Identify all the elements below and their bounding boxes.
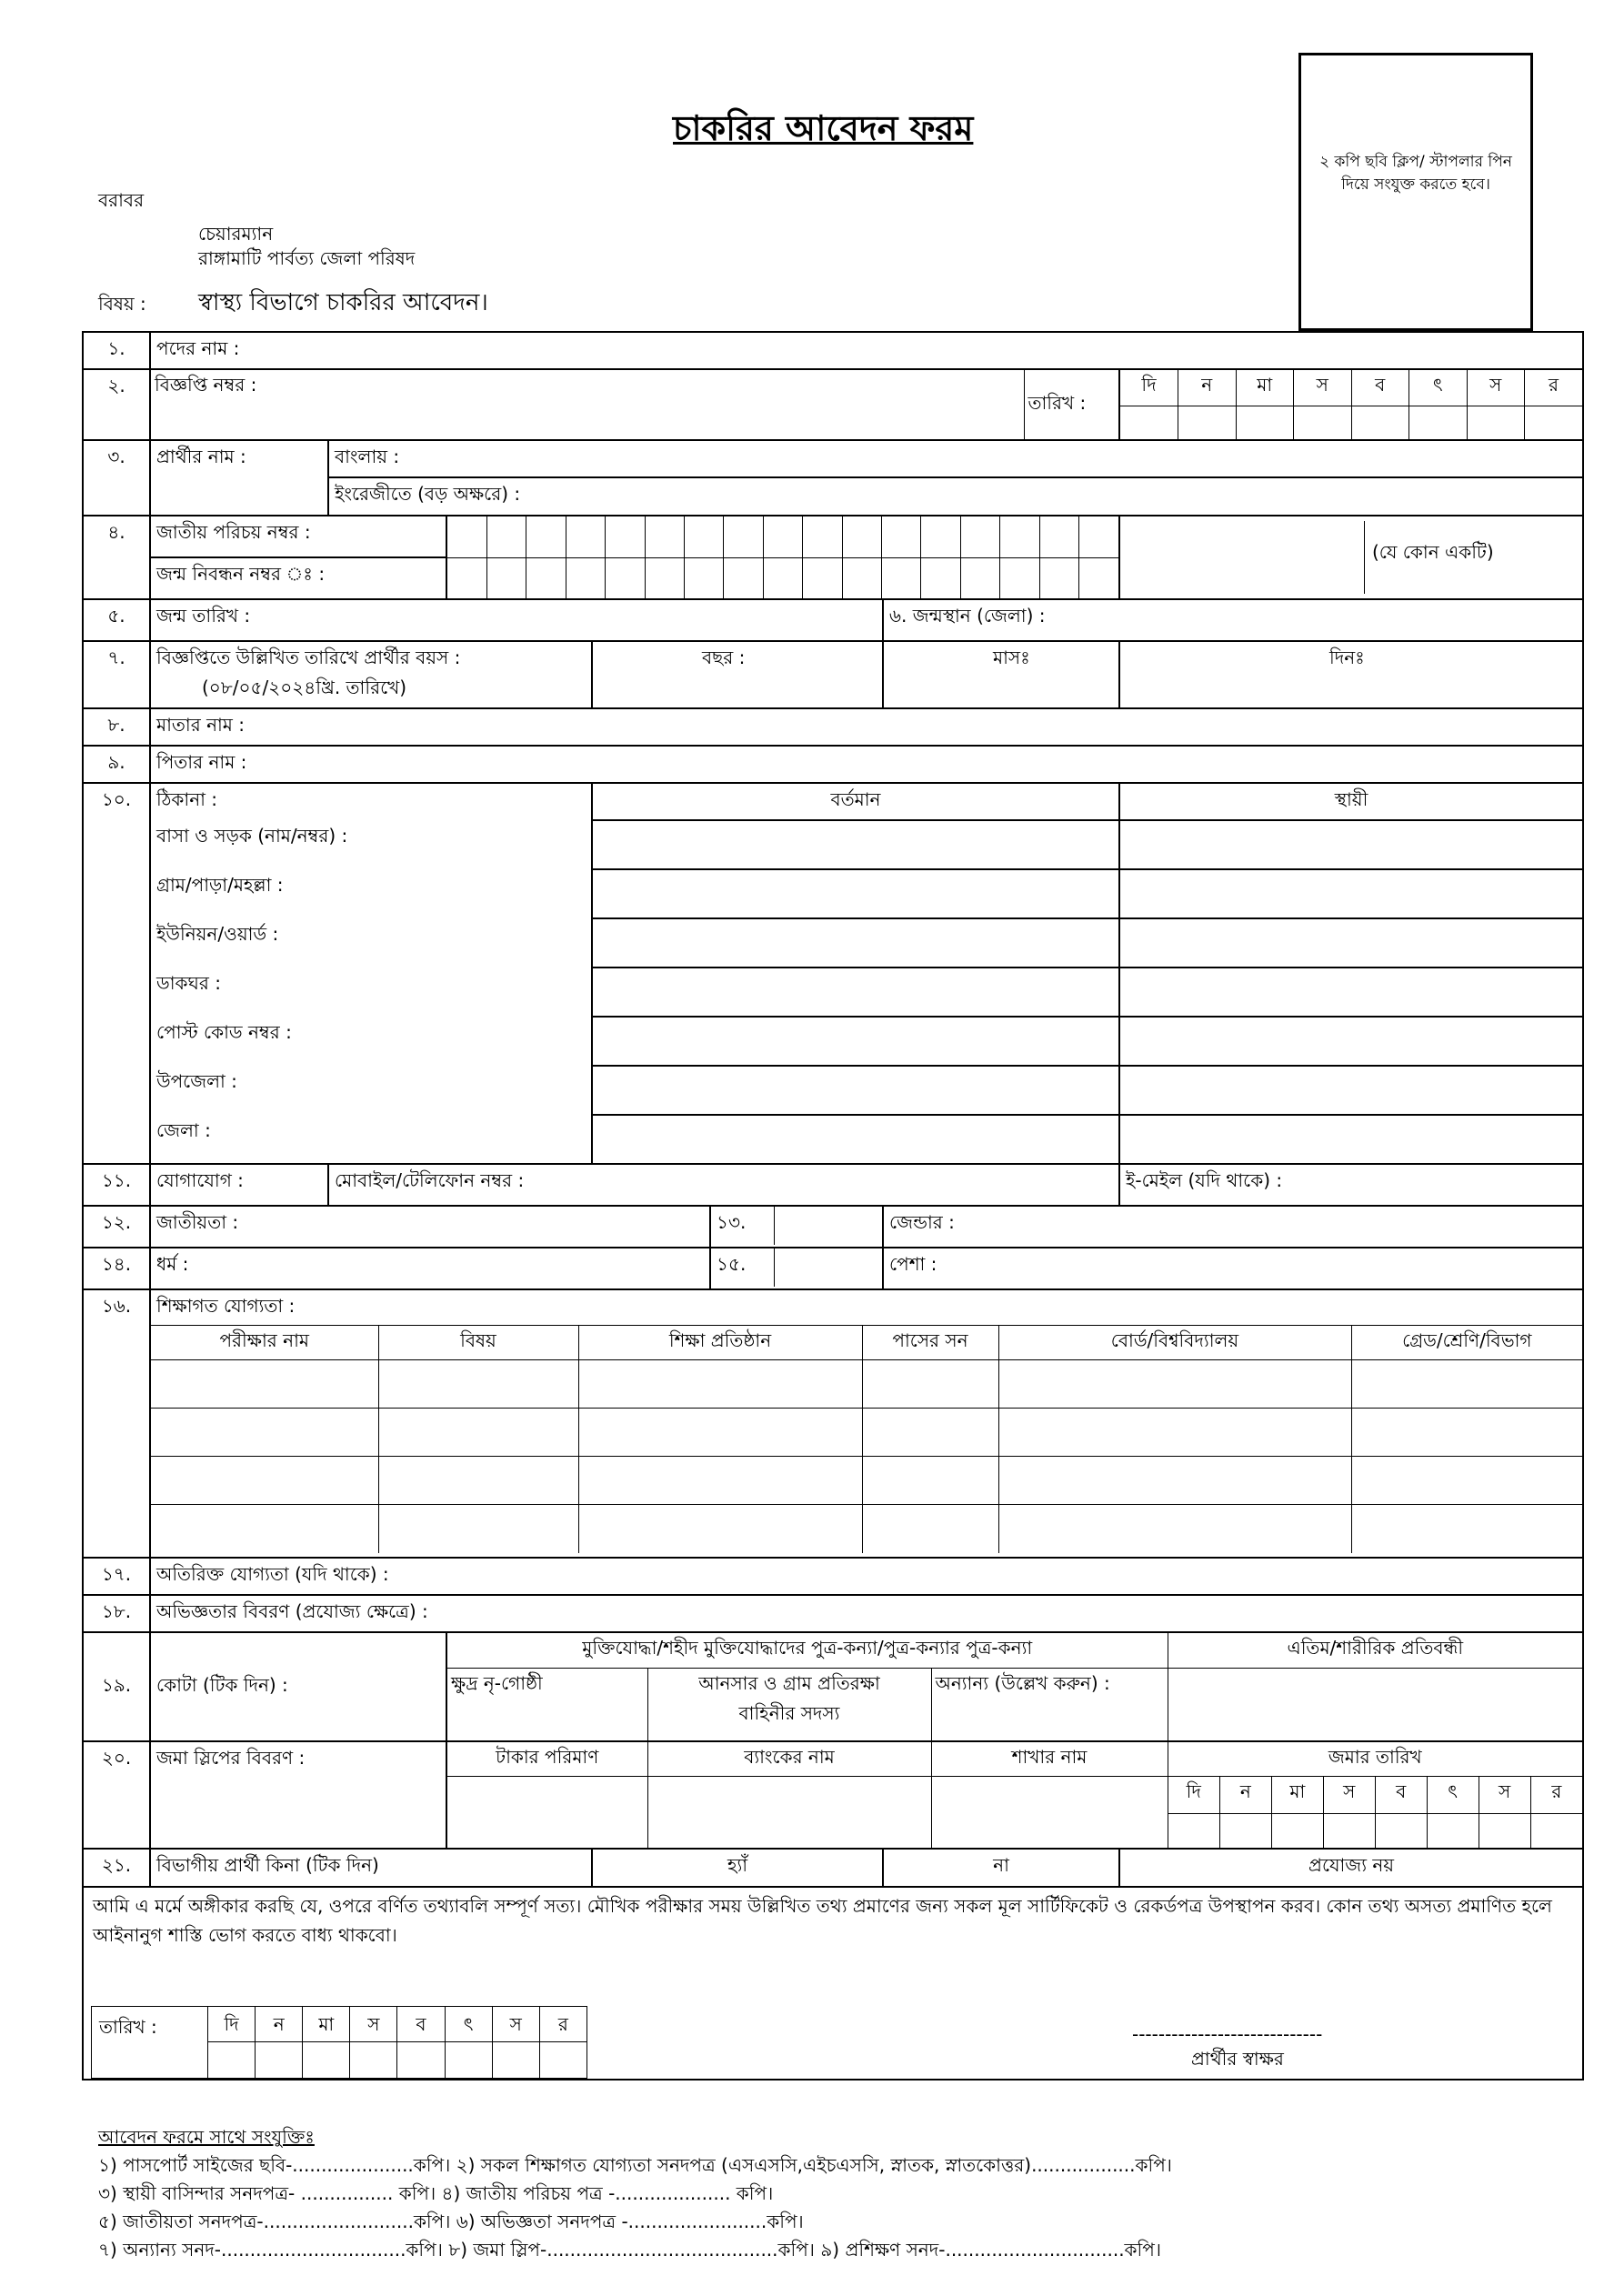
id-digit-grid[interactable] [446,516,1119,599]
row-religion [83,1248,1583,1289]
date-cell: ৎ [1409,370,1468,406]
date-cell: স [1467,370,1525,406]
quota-label: কোটা (টিক দিন) : [156,1673,288,1696]
religion-field[interactable] [150,1248,710,1289]
row-declaration [83,1887,1583,2080]
gender-field[interactable] [883,1206,1583,1248]
date-cell: ব [397,2007,445,2042]
edu-input[interactable] [862,1457,998,1505]
age-label: বিজ্ঞপ্তিতে উল্লিখিত তারিখে প্রার্থীর বয়স : [156,647,461,668]
edu-header: শিক্ষা প্রতিষ্ঠান [578,1326,862,1360]
row-name [83,440,1583,477]
education-table [151,1326,1582,1553]
row-extra-qual [83,1558,1583,1595]
declaration-date-grid[interactable] [91,2006,635,2079]
edu-input[interactable] [578,1505,862,1553]
edu-input[interactable] [998,1360,1351,1409]
address-permanent-input[interactable] [1119,1066,1583,1115]
deposit-amount-header: টাকার পরিমাণ [447,1742,647,1777]
edu-input[interactable] [578,1457,862,1505]
address-row [83,1066,1583,1115]
quota-orphan-disabled[interactable]: এতিম/শারীরিক প্রতিবন্ধী [1168,1633,1582,1668]
row-no: ৫. [83,599,150,641]
date-cell: ন [1178,370,1237,406]
date-cell: ন [256,2007,303,2042]
age-day-field[interactable] [1119,641,1583,708]
address-row [83,1115,1583,1164]
attachment-line: ১) পাসপোর্ট সাইজের ছবি-.....................কপি। ২) সকল শিক্ষাগত যোগ্যতা সনদপত্র (এসএসসি,এইচএসসি, স্নাতক, স্নাতকোত্তর)..................কপি। [98,2154,1172,2176]
quota-other[interactable]: অন্যান্য (উল্লেখ করুন) : [931,1668,1168,1740]
departmental-label: বিভাগীয় প্রার্থী কিনা (টিক দিন) [150,1849,592,1887]
quota-freedom-fighter[interactable]: মুক্তিযোদ্ধা/শহীদ মুক্তিযোদ্ধাদের পুত্র-কন্যা/পুত্র-কন্যার পুত্র-কন্যা [447,1633,1168,1668]
departmental-na[interactable]: প্রযোজ্য নয় [1119,1849,1583,1887]
row-no: ১৩. [711,1207,775,1245]
form-table [82,331,1584,2080]
row-mother [83,708,1583,746]
gender-no-cell [710,1206,883,1248]
quota-options [446,1632,1583,1741]
declaration-cell [83,1887,1583,2080]
row-no: ১০. [83,783,150,1164]
address-present-input[interactable] [592,1115,1119,1164]
address-label: ঠিকানা : [150,783,592,820]
deposit-branch-input[interactable] [931,1777,1168,1848]
age-month-field[interactable] [883,641,1119,708]
row-no: ৭. [83,641,150,708]
notice-date-grid[interactable] [1119,369,1583,440]
extra-qual-field[interactable] [150,1558,1583,1595]
edu-input[interactable] [151,1360,378,1409]
edu-input[interactable] [862,1360,998,1409]
date-cell: স [1479,1777,1530,1814]
declaration-text: আমি এ মর্মে অঙ্গীকার করছি যে, ওপরে বর্ণিত তথ্যাবলি সম্পূর্ণ সত্য। মৌখিক পরীক্ষার সময় উল্লিখিত তথ্য প্রমাণের জন্য সকল মূল সার্টিফিকেট ও রেকর্ডপত্র উপস্থাপন করব। কোন তথ্য অসত্য প্রমাণিত হলে আইনানুগ শাস্তি ভোগ করতে বাধ্য থাকবো। [93,1895,1552,1946]
edu-header: বোর্ড/বিশ্ববিদ্যালয় [998,1326,1351,1360]
to-title: চেয়ারম্যান [198,223,274,245]
dob-field[interactable] [150,599,883,641]
attachment-line: ৫) জাতীয়তা সনদপত্র-..........................কপি। ৬) অভিজ্ঞতা সনদপত্র -........................কপি। [98,2211,804,2232]
to-office: রাঙ্গামাটি পার্বত্য জেলা পরিষদ [198,247,416,269]
email-field[interactable] [1119,1164,1583,1206]
address-row [83,968,1583,1017]
birthplace-label: ৬. জন্মস্থান (জেলা) : [889,605,1046,627]
notice-no-field[interactable] [151,370,1024,439]
address-permanent-input[interactable] [1119,918,1583,968]
row-nationality [83,1206,1583,1248]
address-field-label: ডাকঘর : [150,968,592,1017]
name-bangla-field[interactable] [328,440,1583,477]
address-field-label: উপজেলা : [150,1066,592,1115]
to-label: বরাবর [98,189,145,211]
row-experience [83,1595,1583,1632]
date-cell: র [1525,370,1583,406]
education-label: শিক্ষাগত যোগ্যতা : [151,1290,1582,1326]
address-row [83,918,1583,968]
experience-label: অভিজ্ঞতার বিবরণ (প্রযোজ্য ক্ষেত্রে) : [156,1600,428,1622]
departmental-yes[interactable]: হ্যাঁ [592,1849,883,1887]
row-no: ২১. [83,1849,150,1887]
deposit-table [446,1741,1583,1849]
row-age [83,641,1583,708]
row-no: ১২. [83,1206,150,1248]
quota-ethnic[interactable]: ক্ষুদ্র নৃ-গোষ্ঠী [447,1668,647,1740]
day-label: দিনঃ [1329,647,1365,668]
date-cell: র [539,2007,586,2042]
address-row [83,820,1583,869]
edu-input[interactable] [578,1360,862,1409]
subject-text: স্বাস্থ্য বিভাগে চাকরির আবেদন। [198,289,488,316]
date-cell: ব [1375,1777,1427,1814]
name-label: প্রার্থীর নাম : [150,440,328,516]
date-cell: স [350,2007,397,2042]
date-cell: র [1530,1777,1582,1814]
deposit-date-header: জমার তারিখ [1168,1742,1582,1777]
any-one-cell [1119,516,1583,599]
address-present-input[interactable] [592,1017,1119,1066]
date-cell: দি [1168,1777,1220,1814]
deposit-bank-header: ব্যাংকের নাম [647,1742,931,1777]
row-notice [83,369,1583,440]
date-cell: স [1323,1777,1375,1814]
attachments-section [98,2123,1172,2264]
deposit-branch-header: শাখার নাম [931,1742,1168,1777]
address-present-input[interactable] [592,968,1119,1017]
notice-date-label: তারিখ : [1028,392,1087,414]
edu-input[interactable] [1351,1360,1582,1409]
subject-label: বিষয় : [98,293,146,315]
date-cell: ন [1219,1777,1271,1814]
address-field-label: পোস্ট কোড নম্বর : [150,1017,592,1066]
date-cell: দি [1120,370,1178,406]
row-no: ১৮. [83,1595,150,1632]
row-no: ৯. [83,746,150,783]
english-label: ইংরেজীতে (বড় অক্ষরে) : [335,483,521,505]
nid-label: জাতীয় পরিচয় নম্বর : [150,516,446,557]
edu-input[interactable] [998,1505,1351,1553]
row-no: ৪. [83,516,150,599]
edu-input[interactable] [378,1360,578,1409]
row-no: ২০. [83,1741,150,1849]
name-english-field[interactable] [328,477,1583,516]
date-cell: মা [303,2007,350,2042]
nationality-field[interactable] [150,1206,710,1248]
address-permanent-input[interactable] [1119,1115,1583,1164]
address-present-header: বর্তমান [592,783,1119,820]
address-present-input[interactable] [592,820,1119,869]
date-cell: মা [1271,1777,1323,1814]
experience-field[interactable] [150,1595,1583,1632]
address-row [83,869,1583,918]
date-cell: ব [1351,370,1409,406]
row-quota [83,1632,1583,1741]
row-no: ১৯. [83,1632,150,1741]
edu-input[interactable] [998,1409,1351,1457]
decl-date-label: তারিখ : [92,2007,208,2079]
row-no: ১১. [83,1164,150,1206]
extra-qual-label: অতিরিক্ত যোগ্যতা (যদি থাকে) : [156,1563,389,1585]
bangla-label: বাংলায় : [335,446,400,467]
row-education [83,1289,1583,1558]
address-permanent-header: স্থায়ী [1119,783,1583,820]
address-present-input[interactable] [592,918,1119,968]
edu-input[interactable] [1351,1457,1582,1505]
deposit-date-grid[interactable] [1168,1777,1582,1848]
birthplace-field[interactable] [883,599,1583,641]
edu-input[interactable] [998,1457,1351,1505]
address-row [83,1017,1583,1066]
deposit-label: জমা স্লিপের বিবরণ : [150,1741,446,1849]
mobile-field[interactable] [328,1164,1119,1206]
contact-label: যোগাযোগ : [150,1164,328,1206]
edu-input[interactable] [151,1505,378,1553]
date-cell: ৎ [445,2007,492,2042]
address-permanent-input[interactable] [1119,1017,1583,1066]
date-cell: মা [1236,370,1294,406]
profession-field[interactable] [883,1248,1583,1289]
row-no: ১. [83,332,150,369]
address-field-label: বাসা ও সড়ক (নাম/নম্বর) : [150,820,592,869]
address-present-input[interactable] [592,1066,1119,1115]
photo-box [1298,53,1533,331]
row-dob [83,599,1583,641]
row-no: ১৬. [83,1289,150,1558]
edu-header: গ্রেড/শ্রেণি/বিভাগ [1351,1326,1582,1360]
edu-input[interactable] [378,1457,578,1505]
signature-line: ----------------------------- [1132,2023,1323,2045]
age-year-field[interactable] [592,641,883,708]
address-present-input[interactable] [592,869,1119,918]
mother-field[interactable] [150,708,1583,746]
date-cell: ৎ [1427,1777,1479,1814]
year-label: বছর : [702,647,746,668]
edu-input[interactable] [1351,1409,1582,1457]
edu-input[interactable] [862,1505,998,1553]
profession-no-cell [710,1248,883,1289]
quota-ansar[interactable]: আনসার ও গ্রাম প্রতিরক্ষা বাহিনীর সদস্য [647,1668,931,1740]
address-field-label: ইউনিয়ন/ওয়ার্ড : [150,918,592,968]
attachment-line: ৭) অন্যান্য সনদ-................................কপি। ৮) জমা স্লিপ-........................................কপি। ৯) প্রশিক্ষণ সনদ-...............................কপি। [98,2239,1161,2261]
edu-input[interactable] [151,1457,378,1505]
gender-label: জেন্ডার : [889,1211,955,1233]
row-deposit [83,1741,1583,1849]
edu-input[interactable] [151,1409,378,1457]
profession-label: পেশা : [889,1253,937,1275]
edu-input[interactable] [1351,1505,1582,1553]
row-no: ২. [83,369,150,440]
edu-input[interactable] [862,1409,998,1457]
father-field[interactable] [150,746,1583,783]
edu-input[interactable] [578,1409,862,1457]
edu-header: পাসের সন [862,1326,998,1360]
row-no: ১৫. [711,1248,775,1287]
mother-label: মাতার নাম : [156,714,246,736]
age-sublabel: (০৮/০৫/২০২৪খ্রি. তারিখে) [202,677,407,698]
address-field-label: জেলা : [150,1115,592,1164]
address-field-label: গ্রাম/পাড়া/মহল্লা : [150,869,592,918]
row-post [83,332,1583,369]
dob-label: জন্ম তারিখ : [156,605,251,627]
post-name-field[interactable] [150,332,1583,369]
deposit-bank-input[interactable] [647,1777,931,1848]
edu-header: বিষয় [378,1326,578,1360]
father-label: পিতার নাম : [156,751,247,773]
row-no: ১৭. [83,1558,150,1595]
any-one-note: (যে কোন একটি) [1364,521,1537,594]
address-permanent-input[interactable] [1119,869,1583,918]
row-no: ১৪. [83,1248,150,1289]
edu-input[interactable] [378,1409,578,1457]
notice-cell [150,369,1119,440]
row-father [83,746,1583,783]
row-departmental [83,1849,1583,1887]
departmental-no[interactable]: না [883,1849,1119,1887]
edu-header: পরীক্ষার নাম [151,1326,378,1360]
attachments-title: আবেদন ফরমে সাথে সংযুক্তিঃ [98,2126,315,2148]
email-label: ই-মেইল (যদি থাকে) : [1126,1169,1283,1191]
address-permanent-input[interactable] [1119,820,1583,869]
brn-label: জন্ম নিবন্ধন নম্বর ঃ : [150,557,446,599]
mobile-label: মোবাইল/টেলিফোন নম্বর : [335,1169,525,1191]
form-title: চাকরির আবেদন ফরম [673,108,974,148]
quota-other-input[interactable] [1168,1668,1582,1740]
edu-input[interactable] [378,1505,578,1553]
address-permanent-input[interactable] [1119,968,1583,1017]
deposit-amount-input[interactable] [447,1777,647,1848]
post-label: পদের নাম : [156,337,240,359]
row-address-head [83,783,1583,820]
month-label: মাসঃ [993,647,1030,668]
row-contact [83,1164,1583,1206]
notice-label: বিজ্ঞপ্তি নম্বর : [155,374,257,396]
row-no: ৩. [83,440,150,516]
religion-label: ধর্ম : [156,1253,189,1275]
date-cell: স [492,2007,539,2042]
row-nid [83,516,1583,557]
education-cell [150,1289,1583,1558]
photo-note: ২ কপি ছবি ক্লিপ/ স্টাপলার পিন দিয়ে সংযুক্ত করতে হবে। [1319,153,1512,194]
quota-label-cell [150,1632,446,1741]
attachment-line: ৩) স্থায়ী বাসিন্দার সনদপত্র- ................ কপি। ৪) জাতীয় পরিচয় পত্র -.................... কপি। [98,2182,774,2204]
age-label-cell [150,641,592,708]
row-no: ৮. [83,708,150,746]
date-cell: স [1294,370,1352,406]
signature-label: প্রার্থীর স্বাক্ষর [1191,2048,1284,2070]
date-cell: দি [208,2007,256,2042]
nationality-label: জাতীয়তা : [156,1211,239,1233]
